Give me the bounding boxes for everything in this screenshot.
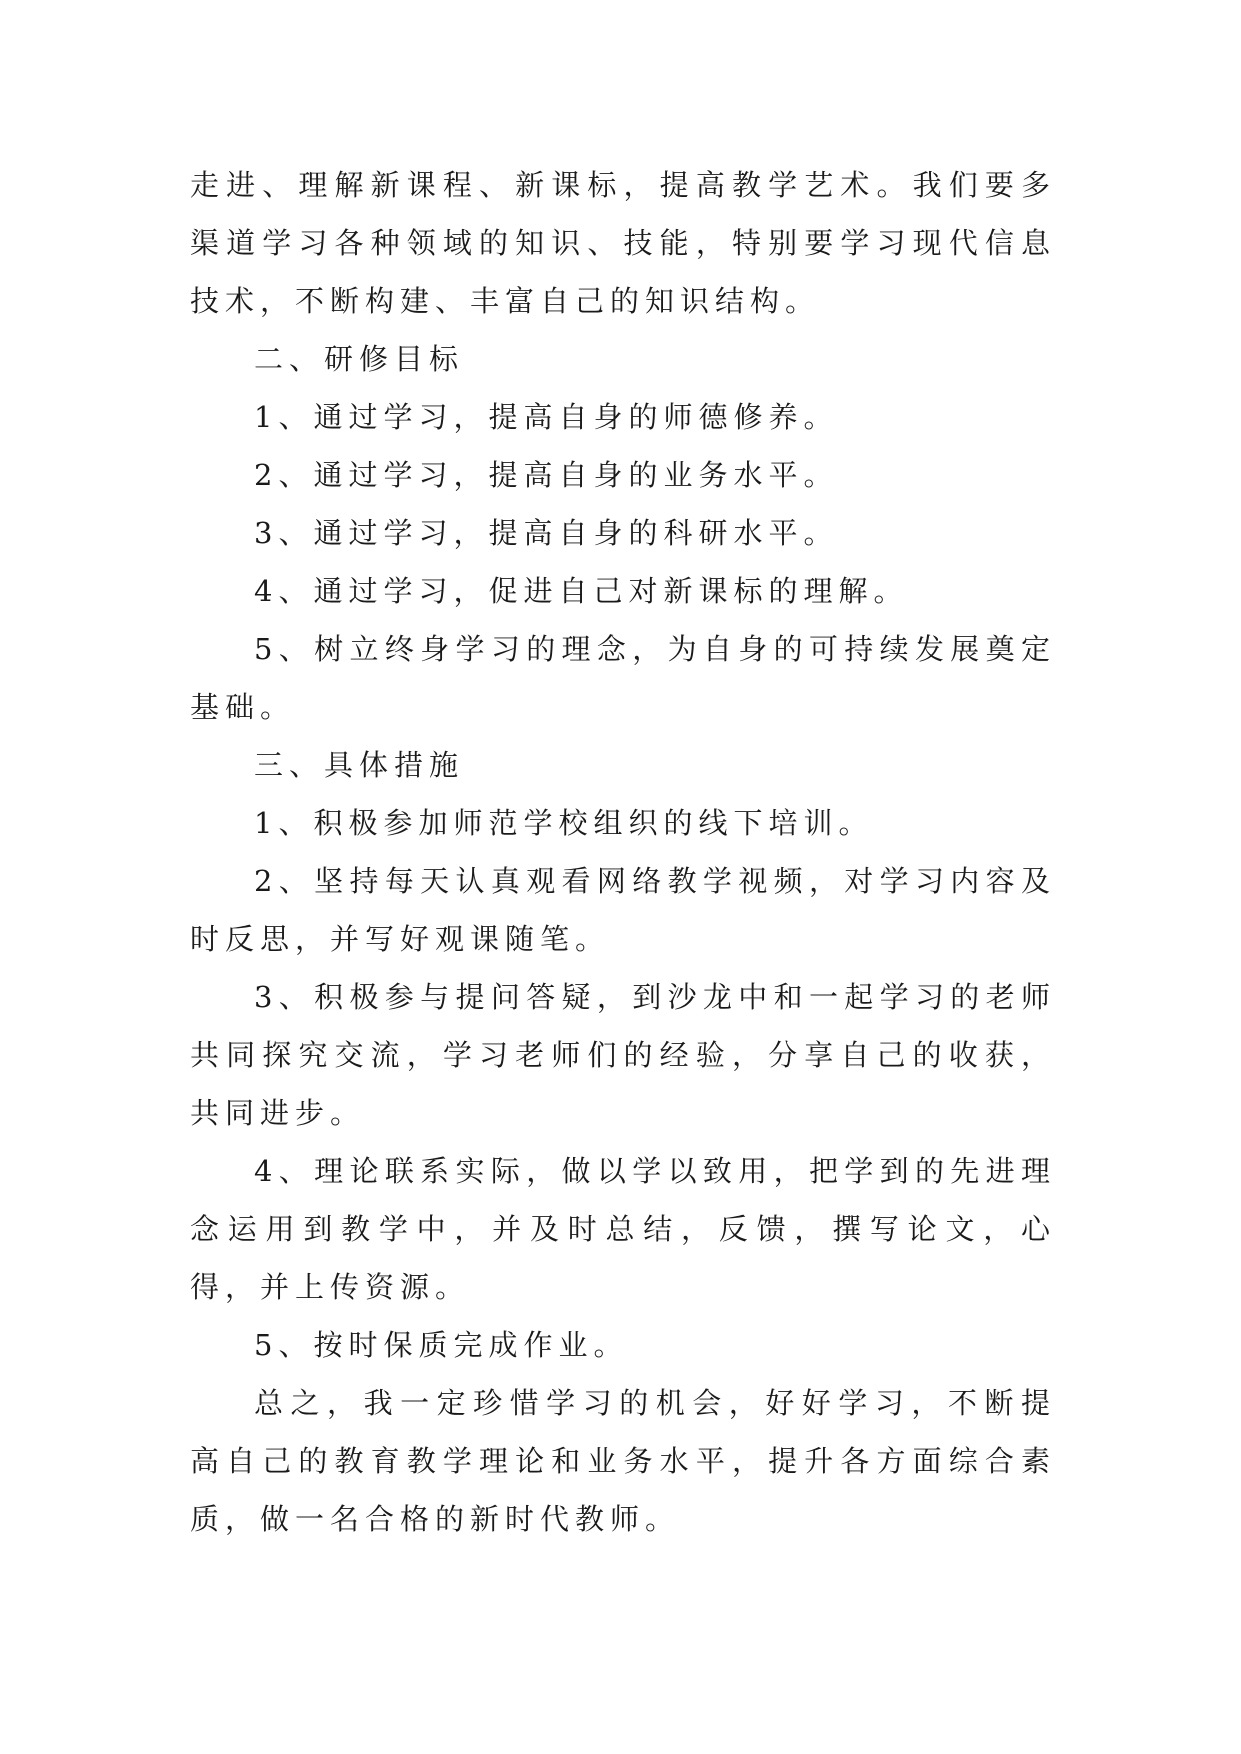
section-heading-goals: 二、研修目标 [254,342,465,376]
measure-item-3: 3、积极参与提问答疑，到沙龙中和一起学习的老师共同探究交流，学习老师们的经验，分享自己的收获，共同进步。 [190,980,1056,1130]
goal-item-4: 4、通过学习，促进自己对新课标的理解。 [254,574,909,608]
goal-item-2: 2、通过学习，提高自身的业务水平。 [254,458,839,492]
measure-item-1: 1、积极参加师范学校组织的线下培训。 [254,806,874,840]
measure-item-5: 5、按时保质完成作业。 [254,1328,629,1362]
document-body [190,156,1056,1548]
goal-item-1: 1、通过学习，提高自身的师德修养。 [254,400,839,434]
goal-item-5: 5、树立终身学习的理念，为自身的可持续发展奠定基础。 [190,632,1056,724]
measure-item-2: 2、坚持每天认真观看网络教学视频，对学习内容及时反思，并写好观课随笔。 [190,864,1056,956]
section-heading-measures: 三、具体措施 [254,748,465,782]
goal-item-3: 3、通过学习，提高自身的科研水平。 [254,516,839,550]
conclusion-paragraph: 总之，我一定珍惜学习的机会，好好学习，不断提高自己的教育教学理论和业务水平，提升各方面综合素质，做一名合格的新时代教师。 [190,1386,1056,1536]
paragraph-continuation: 走进、理解新课程、新课标，提高教学艺术。我们要多渠道学习各种领域的知识、技能，特别要学习现代信息技术，不断构建、丰富自己的知识结构。 [190,168,1056,318]
measure-item-4: 4、理论联系实际，做以学以致用，把学到的先进理念运用到教学中，并及时总结，反馈，撰写论文，心得，并上传资源。 [190,1154,1056,1304]
